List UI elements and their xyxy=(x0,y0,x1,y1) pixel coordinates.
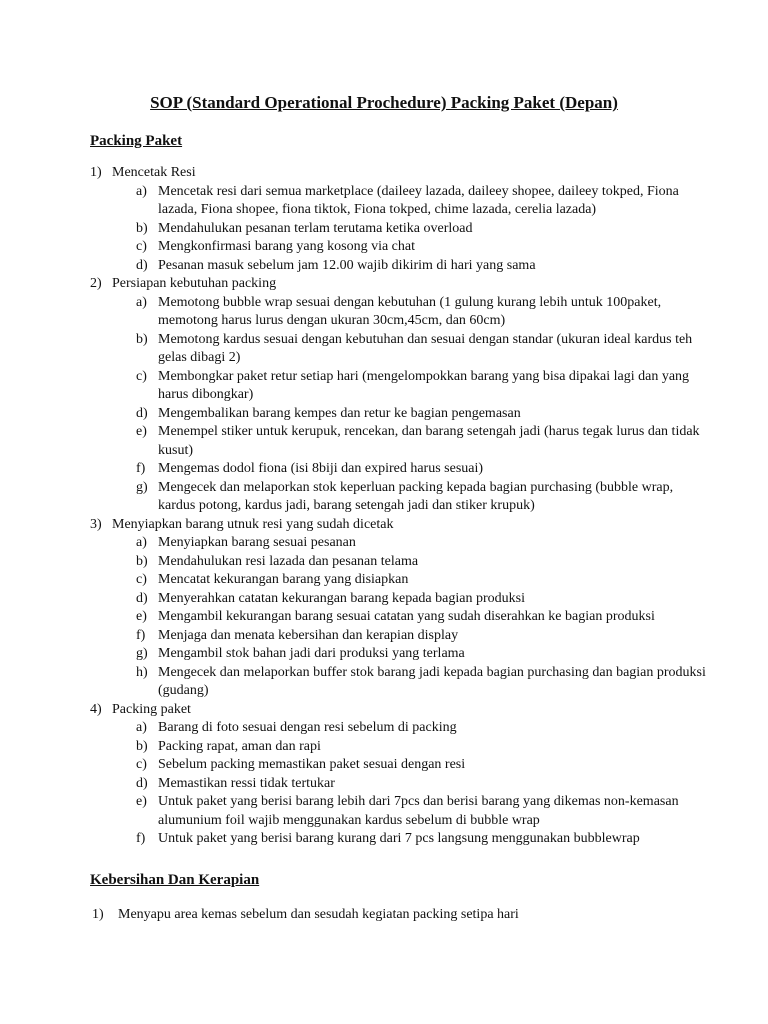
substep-letter: c) xyxy=(136,757,147,772)
substep-text: Mengecek dan melaporkan buffer stok barang jadi kepada bagian purchasing dan bagian produksi (gudang) xyxy=(158,664,706,698)
substep-text: Menyerahkan catatan kekurangan barang kepada bagian produksi xyxy=(158,590,525,606)
step-text: Mencetak Resi xyxy=(112,165,196,180)
section-heading-packing-paket: Packing Paket xyxy=(90,133,183,149)
step-item xyxy=(90,906,706,925)
substep-item xyxy=(136,331,706,368)
substep-letter: b) xyxy=(136,553,148,569)
substep-item xyxy=(136,571,706,590)
substep-list xyxy=(112,183,706,276)
substep-letter: c) xyxy=(136,239,147,254)
substep-text: Memotong kardus sesuai dengan kebutuhan dan sesuai dengan standar (ukuran ideal kardus teh gelas dibagi 2) xyxy=(158,331,693,365)
substep-item xyxy=(136,479,706,516)
step-item xyxy=(90,275,706,516)
substep-text: Barang di foto sesuai dengan resi sebelum di packing xyxy=(158,720,457,735)
substep-text: Untuk paket yang berisi barang lebih dari 7pcs dan berisi barang yang dikemas non-kemasan alumunium foil wajib menggunakan kardus sebelum di bubble wrap xyxy=(158,794,679,828)
substep-text: Mengembalikan barang kempes dan retur ke bagian pengemasan xyxy=(158,405,521,421)
substep-item xyxy=(136,756,706,775)
substep-letter: f) xyxy=(136,627,146,643)
substep-item xyxy=(136,664,706,701)
step-item xyxy=(90,516,706,701)
substep-item xyxy=(136,830,706,849)
substep-item xyxy=(136,423,706,460)
substep-text: Menjaga dan menata kebersihan dan kerapian display xyxy=(158,627,459,643)
substep-letter: d) xyxy=(136,775,148,791)
step-text: Menyapu area kemas sebelum dan sesudah kegiatan packing setipa hari xyxy=(118,906,519,922)
section-heading-kebersihan: Kebersihan Dan Kerapian xyxy=(90,871,260,888)
substep-text: Menempel stiker untuk kerupuk, rencekan, dan barang setengah jadi (harus tegak lurus dan tidak kusut) xyxy=(158,424,700,458)
substep-item xyxy=(136,719,706,738)
substep-item xyxy=(136,183,706,220)
substep-letter: c) xyxy=(136,368,147,384)
substep-letter: g) xyxy=(136,479,148,495)
substep-item xyxy=(136,405,706,424)
substep-text: Mencatat kekurangan barang yang disiapkan xyxy=(158,572,409,587)
substep-letter: a) xyxy=(136,294,147,310)
step-number: 1) xyxy=(92,906,104,922)
substep-letter: a) xyxy=(136,535,147,550)
substep-letter: f) xyxy=(136,461,146,476)
step-text: Persiapan kebutuhan packing xyxy=(112,276,277,291)
substep-list xyxy=(112,294,706,516)
substep-list xyxy=(112,719,706,849)
packing-steps-list xyxy=(90,164,706,849)
substep-text: Membongkar paket retur setiap hari (mengelompokkan barang yang bisa dipakai lagi dan yang harus dibongkar) xyxy=(158,368,690,402)
substep-letter: a) xyxy=(136,183,147,199)
substep-text: Mencetak resi dari semua marketplace (daileey lazada, daileey shopee, daileey tokped, Fiona lazada, Fiona shopee, fiona tiktok, Fiona tokped, chime lazada, cerelia lazada) xyxy=(158,183,679,217)
substep-item xyxy=(136,608,706,627)
substep-item xyxy=(136,238,706,257)
step-text: Packing paket xyxy=(112,701,191,717)
substep-item xyxy=(136,220,706,239)
substep-item xyxy=(136,294,706,331)
substep-item xyxy=(136,257,706,276)
cleaning-steps-list xyxy=(90,906,706,925)
substep-item xyxy=(136,793,706,830)
substep-text: Mengkonfirmasi barang yang kosong via chat xyxy=(158,239,415,254)
substep-item xyxy=(136,534,706,553)
step-number: 2) xyxy=(90,276,102,291)
substep-item xyxy=(136,590,706,609)
substep-text: Memastikan ressi tidak tertukar xyxy=(158,775,335,791)
step-item xyxy=(90,164,706,275)
substep-letter: h) xyxy=(136,664,148,680)
substep-item xyxy=(136,553,706,572)
substep-text: Mendahulukan pesanan terlam terutama ketika overload xyxy=(158,220,473,236)
substep-letter: d) xyxy=(136,590,148,606)
substep-letter: e) xyxy=(136,609,147,624)
substep-item xyxy=(136,460,706,479)
document-title: SOP (Standard Operational Prochedure) Packing Paket (Depan) xyxy=(150,93,618,112)
substep-letter: d) xyxy=(136,405,148,421)
substep-letter: b) xyxy=(136,738,148,754)
substep-list xyxy=(112,534,706,701)
substep-text: Menyiapkan barang sesuai pesanan xyxy=(158,535,356,550)
substep-item xyxy=(136,775,706,794)
substep-letter: e) xyxy=(136,794,147,809)
substep-text: Mengambil kekurangan barang sesuai catatan yang sudah diserahkan ke bagian produksi xyxy=(158,609,655,624)
step-number: 1) xyxy=(90,165,102,180)
substep-text: Mengambil stok bahan jadi dari produksi yang terlama xyxy=(158,646,465,661)
substep-text: Untuk paket yang berisi barang kurang dari 7 pcs langsung menggunakan bubblewrap xyxy=(158,831,640,846)
substep-letter: b) xyxy=(136,331,148,347)
substep-letter: f) xyxy=(136,831,146,846)
substep-text: Mendahulukan resi lazada dan pesanan telama xyxy=(158,553,419,569)
substep-text: Mengemas dodol fiona (isi 8biji dan expired harus sesuai) xyxy=(158,461,484,476)
substep-item xyxy=(136,368,706,405)
step-text: Menyiapkan barang utnuk resi yang sudah dicetak xyxy=(112,516,394,532)
step-number: 4) xyxy=(90,701,102,717)
substep-text: Sebelum packing memastikan paket sesuai dengan resi xyxy=(158,757,466,772)
substep-text: Pesanan masuk sebelum jam 12.00 wajib dikirim di hari yang sama xyxy=(158,257,536,273)
substep-letter: g) xyxy=(136,646,148,661)
substep-letter: e) xyxy=(136,424,147,439)
substep-text: Packing rapat, aman dan rapi xyxy=(158,738,321,754)
substep-letter: b) xyxy=(136,220,148,236)
substep-letter: d) xyxy=(136,257,148,273)
substep-item xyxy=(136,627,706,646)
step-number: 3) xyxy=(90,516,102,532)
substep-item xyxy=(136,738,706,757)
step-item xyxy=(90,701,706,849)
substep-letter: c) xyxy=(136,572,147,587)
substep-letter: a) xyxy=(136,720,147,735)
substep-item xyxy=(136,645,706,664)
substep-text: Memotong bubble wrap sesuai dengan kebutuhan (1 gulung kurang lebih untuk 100paket, memotong harus lurus dengan ukuran 30cm,45cm, dan 60cm) xyxy=(158,294,662,328)
substep-text: Mengecek dan melaporkan stok keperluan packing kepada bagian purchasing (bubble wrap, kardus potong, kardus jadi, barang setengah jadi dan stiker krupuk) xyxy=(158,479,674,513)
